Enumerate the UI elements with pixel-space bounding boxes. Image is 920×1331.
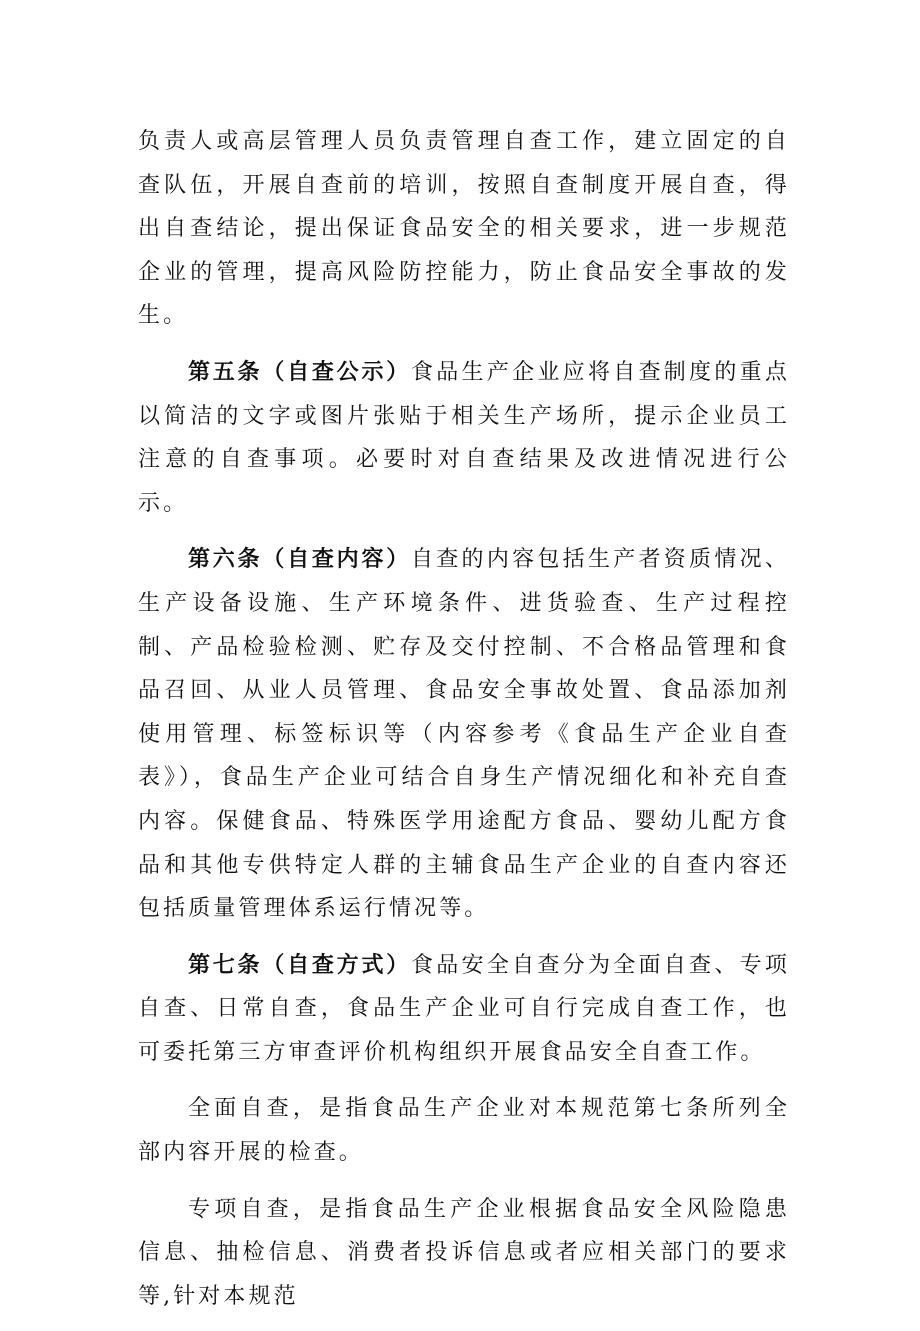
- paragraph-special-inspection: [138, 1188, 790, 1319]
- paragraph-continued: [138, 120, 790, 338]
- paragraph-text: 自查的内容包括生产者资质情况、生产设备设施、生产环境条件、进货验查、生产过程控制、产品检验检测、贮存及交付控制、不合格品管理和食品召回、从业人员管理、食品安全事故处置、食品添加剂使用管理、标签标识等（内容参考《食品生产企业自查表》），食品生产企业可结合自身生产情况细化和补充自查内容。保健食品、特殊医学用途配方食品、婴幼儿配方食品和其他专供特定人群的主辅食品生产企业的自查内容还包括质量管理体系运行情况等。: [138, 547, 790, 922]
- paragraph-full-inspection: [138, 1087, 790, 1174]
- article-5-self-inspection-publicity: [138, 351, 790, 525]
- document-body: [138, 120, 790, 1331]
- paragraph-text: 食品生产企业应将自查制度的重点以简洁的文字或图片张贴于相关生产场所，提示企业员工注意的自查事项。必要时对自查结果及改进情况进行公示。: [138, 359, 790, 516]
- article-heading: 第六条（自查内容）: [188, 547, 411, 573]
- paragraph-text: 食品安全自查分为全面自查、专项自查、日常自查，食品生产企业可自行完成自查工作，也可委托第三方审查评价机构组织开展食品安全自查工作。: [138, 952, 790, 1065]
- paragraph-text: 专项自查，是指食品生产企业根据食品安全风险隐患信息、抽检信息、消费者投诉信息或者应相关部门的要求等,针对本规范: [138, 1196, 790, 1309]
- article-heading: 第七条（自查方式）: [188, 952, 411, 978]
- article-6-self-inspection-content: [138, 538, 790, 930]
- paragraph-text: 全面自查，是指食品生产企业对本规范第七条所列全部内容开展的检查。: [138, 1096, 790, 1166]
- article-7-self-inspection-method: [138, 944, 790, 1075]
- article-heading: 第五条（自查公示）: [188, 359, 411, 385]
- paragraph-text: 负责人或高层管理人员负责管理自查工作，建立固定的自查队伍，开展自查前的培训，按照自查制度开展自查，得出自查结论，提出保证食品安全的相关要求，进一步规范企业的管理，提高风险防控能力，防止食品安全事故的发生。: [138, 129, 790, 329]
